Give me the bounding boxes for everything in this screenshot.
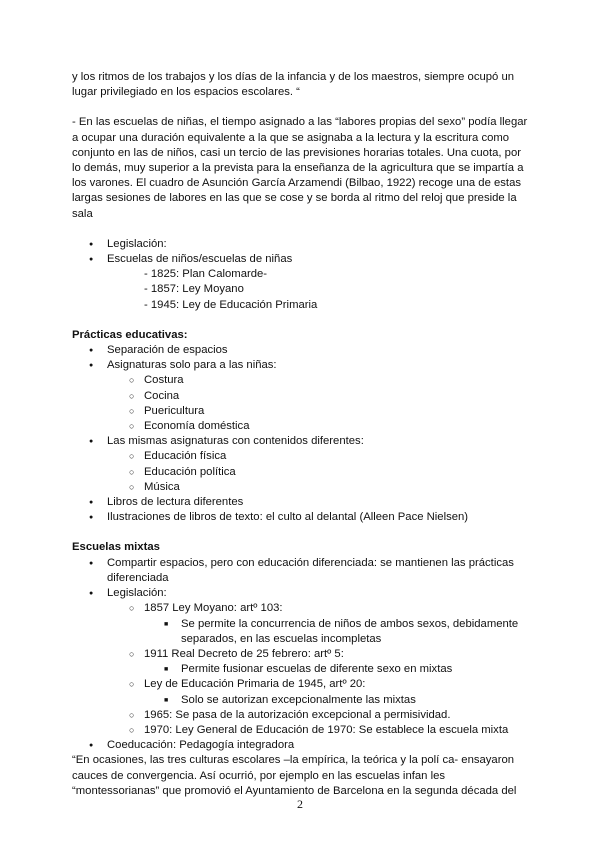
law-item: - 1825: Plan Calomarde- bbox=[144, 268, 268, 281]
sub-list-item: ○ Música bbox=[72, 480, 532, 495]
spacer bbox=[72, 100, 532, 115]
practicas-list bbox=[72, 343, 532, 525]
intro-paragraph: y los ritmos de los trabajos y los días de la infancia y de los maestros, siempre ocupó un lugar privilegiado en los espacios escolares. “ bbox=[72, 71, 515, 99]
mixtas-list bbox=[72, 556, 532, 754]
spacer bbox=[72, 222, 532, 237]
document-page bbox=[72, 70, 532, 799]
sub-list-item: ○ Educación política bbox=[72, 465, 532, 480]
closing-paragraph: “En ocasiones, las tres culturas escolares –la empírica, la teórica y la polí ca- ensayaron cauces de convergencia. Así ocurrió, por ejemplo en las escuelas infan les “montessorianas” que promovió el Ayuntamiento de Barcelona en la segunda década del bbox=[72, 754, 517, 797]
sub-list-item: ○ Ley de Educación Primaria de 1945, artº 20: bbox=[72, 677, 532, 692]
detail-item: ■ Permite fusionar escuelas de diferente sexo en mixtas bbox=[72, 662, 532, 677]
list-item: ● Ilustraciones de libros de texto: el culto al delantal (Alleen Pace Nielsen) bbox=[72, 510, 532, 525]
law-item: - 1857: Ley Moyano bbox=[144, 283, 244, 296]
detail-item: ■ Se permite la concurrencia de niños de ambos sexos, debidamente separados, en las escuelas incompletas bbox=[72, 617, 532, 647]
labores-paragraph: - En las escuelas de niñas, el tiempo asignado a las “labores propias del sexo” podía llegar a ocupar una duración equivalente a la que se asignaba a la lectura y la escritura como conjunto en las de niños, casi un tercio de las previsiones horarias totales. Una cuota, por lo demás, muy superior a la prevista para la enseñanza de la agricultura que se impartía a los varones. El cuadro de Asunción García Arzamendi (Bilbao, 1922) recoge una de estas largas sesiones de labores en las que se cose y se borda al ritmo del reloj que preside la sala bbox=[72, 116, 528, 220]
sub-list-item: ○ Cocina bbox=[72, 389, 532, 404]
page-number: 2 bbox=[297, 797, 303, 811]
detail-item: ■ Solo se autorizan excepcionalmente las mixtas bbox=[72, 693, 532, 708]
sub-list-item: ○ Economía doméstica bbox=[72, 419, 532, 434]
spacer bbox=[72, 525, 532, 540]
sub-list-item: ○ 1857 Ley Moyano: artº 103: bbox=[72, 601, 532, 616]
sub-list-item: ○ 1970: Ley General de Educación de 1970: Se establece la escuela mixta bbox=[72, 723, 532, 738]
sub-list-item: ○ Puericultura bbox=[72, 404, 532, 419]
list-item: ● Legislación: bbox=[72, 586, 532, 601]
mixtas-heading: Escuelas mixtas bbox=[72, 541, 160, 554]
list-item: ● Separación de espacios bbox=[72, 343, 532, 358]
sub-list-item: ○ Costura bbox=[72, 373, 532, 388]
list-item: ● Libros de lectura diferentes bbox=[72, 495, 532, 510]
list-item: ● Coeducación: Pedagogía integradora bbox=[72, 738, 532, 753]
legislation-list bbox=[72, 237, 532, 313]
sub-list-item: ○ 1965: Se pasa de la autorización excepcional a permisividad. bbox=[72, 708, 532, 723]
sub-list-item: ○ 1911 Real Decreto de 25 febrero: artº 5: bbox=[72, 647, 532, 662]
practicas-heading: Prácticas educativas: bbox=[72, 328, 188, 341]
law-item: - 1945: Ley de Educación Primaria bbox=[144, 298, 318, 311]
list-item: ● Las mismas asignaturas con contenidos diferentes: bbox=[72, 434, 532, 449]
spacer bbox=[72, 313, 532, 328]
list-item: ● Escuelas de niños/escuelas de niñas bbox=[72, 252, 532, 267]
list-item: ● Legislación: bbox=[72, 237, 532, 252]
sub-list-item: ○ Educación física bbox=[72, 449, 532, 464]
list-item: ● Compartir espacios, pero con educación diferenciada: se mantienen las prácticas diferenciada bbox=[72, 556, 532, 586]
list-item: ● Asignaturas solo para a las niñas: bbox=[72, 358, 532, 373]
